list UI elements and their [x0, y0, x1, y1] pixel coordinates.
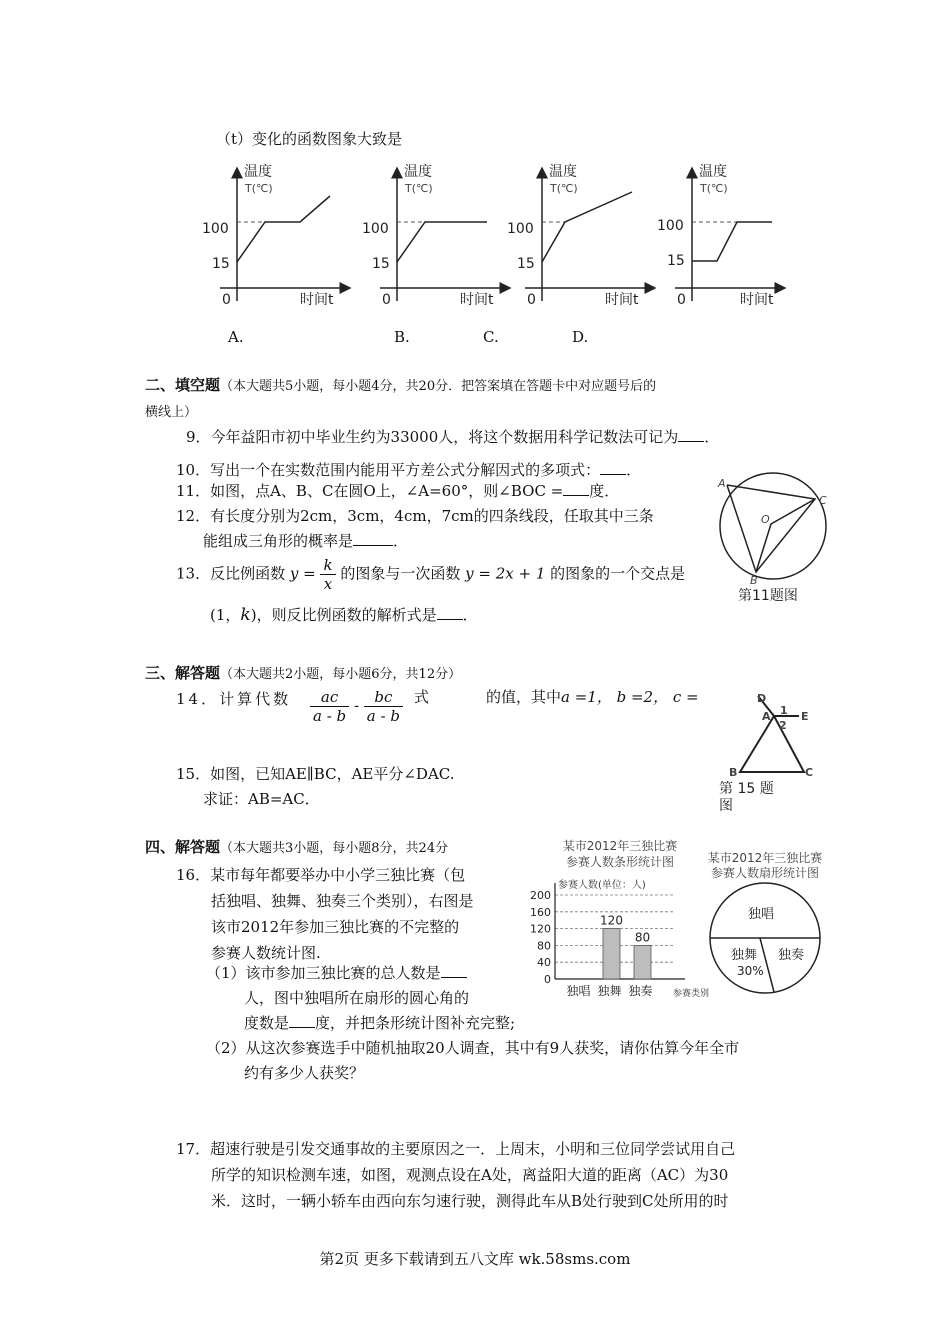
bar-value-label: 120	[600, 913, 623, 928]
tick-100: 100	[657, 218, 684, 234]
q14-mid: 式	[414, 688, 430, 706]
tick-15: 15	[372, 256, 390, 272]
answer-blank[interactable]	[437, 605, 463, 620]
x-tick-label: 独唱	[566, 984, 591, 998]
y-tick-label: 200	[530, 889, 551, 902]
answer-blank[interactable]	[289, 1013, 315, 1028]
bar	[634, 945, 651, 979]
tick-100: 100	[507, 221, 534, 237]
question-16-1c: 度数是 度，并把条形统计图补充完整;	[244, 1014, 516, 1032]
y-title: 温度	[699, 164, 727, 180]
svg-text:A: A	[762, 710, 771, 723]
tick-15: 15	[667, 253, 685, 269]
svg-text:O: O	[761, 513, 770, 526]
y-title: 温度	[244, 164, 272, 180]
bar-value-label: 80	[634, 930, 651, 945]
question-16-2b: 约有多少人获奖？	[244, 1064, 365, 1082]
tick-100: 100	[202, 221, 229, 237]
graph-a	[202, 163, 350, 308]
answer-blank[interactable]	[563, 481, 589, 496]
tick-100: 100	[362, 221, 389, 237]
y-title: 温度	[549, 164, 577, 180]
pie-label-1: 独舞	[731, 948, 758, 963]
question-17: 17．超速行驶是引发交通事故的主要原因之一．上周末，小明和三位同学尝试用自己 所学的知识检测车速，如图，观测点设在A处，离益阳大道的距离（AC）为30 米．这时，一辆小轿车由西向东匀速行驶，测得此车从B处行驶到C处所用的时	[176, 1140, 736, 1210]
svg-text:E: E	[801, 710, 809, 723]
pie-annotation-1: 30%	[737, 964, 764, 978]
y-unit: T(℃)	[245, 182, 273, 195]
x-title: 时间t	[605, 292, 639, 308]
svg-text:B: B	[729, 766, 738, 779]
option-d: D.	[572, 328, 589, 346]
svg-text:A: A	[718, 477, 726, 490]
y-unit: T(℃)	[550, 182, 578, 195]
x-title: 时间t	[740, 292, 774, 308]
origin: 0	[677, 292, 686, 308]
svg-text:C: C	[805, 766, 814, 779]
origin: 0	[527, 292, 536, 308]
x-title: 时间t	[460, 292, 494, 308]
y-tick-label: 160	[530, 905, 551, 919]
q14-post: 的值，其中a =1， b =2， c =	[486, 688, 699, 706]
svg-text:1: 1	[780, 704, 788, 717]
tick-15: 15	[212, 256, 230, 272]
pie-label-2: 独奏	[778, 948, 805, 963]
question-15b: 求证：AB=AC．	[203, 790, 320, 808]
bar-xlabel: 参赛类别	[673, 989, 710, 999]
option-c: C.	[483, 328, 499, 346]
option-b: B.	[394, 328, 410, 346]
graph-d	[657, 163, 785, 308]
y-unit: T(℃)	[405, 182, 433, 195]
answer-blank[interactable]	[678, 427, 704, 442]
tick-15: 15	[517, 256, 535, 272]
figure-15	[705, 694, 815, 812]
section2-header: 二、填空题（本大题共5小题，每小题4分，共20分．把答案填在答题卡中对应题号后的	[145, 376, 657, 394]
bar-chart	[525, 836, 710, 1006]
page-footer: 第2页 更多下载请到五八文库 wk.58sms.com	[319, 1250, 631, 1268]
answer-blank[interactable]	[441, 963, 467, 978]
svg-text:图: 图	[719, 798, 733, 812]
y-unit: T(℃)	[700, 182, 728, 195]
intro-line: （t）变化的函数图象大致是	[216, 130, 403, 148]
origin: 0	[382, 292, 391, 308]
bar-title-2: 参赛人数条形统计图	[565, 855, 675, 869]
question-16-1a: （1）该市参加三独比赛的总人数是	[206, 962, 467, 983]
origin: 0	[222, 292, 231, 308]
bar-title-1: 某市2012年三独比赛	[562, 839, 678, 853]
question-9: 9．今年益阳市初中毕业生约为33000人，将这个数据用科学记数法可记为 ．	[186, 428, 720, 446]
figure-11	[712, 472, 838, 608]
question-15a: 15．如图，已知AE∥BC，AE平分∠DAC.	[176, 765, 455, 783]
svg-text:B: B	[750, 574, 758, 587]
function-graphs	[190, 158, 810, 313]
answer-blank[interactable]	[600, 460, 626, 475]
question-16-2a: （2）从这次参赛选手中随机抽取20人调查，其中有9人获奖，请你估算今年全市	[206, 1039, 740, 1057]
bar-ylabel: 参赛人数(单位：人)	[558, 880, 646, 891]
y-tick-label: 0	[544, 973, 551, 986]
x-tick-label: 独奏	[628, 984, 653, 998]
pie-label-0: 独唱	[748, 907, 775, 922]
q14-expression: $\frac{ac}{a - b}$ - $\frac{bc}{a - b}$	[310, 688, 403, 725]
y-tick-label: 120	[530, 922, 551, 936]
y-title: 温度	[404, 164, 432, 180]
section4-header: 四、解答题（本大题共3小题，每小题8分，共24分	[145, 838, 449, 856]
x-title: 时间t	[300, 292, 334, 308]
figure-15-caption: 第 15 题	[719, 781, 774, 797]
question-16-stem: 16．某市每年都要举办中小学三独比赛（包 括独唱、独舞、独奏三个类别），右图是 该市2012年参加三独比赛的不完整的 参赛人数统计图.	[176, 866, 474, 962]
question-16-1b: 人，图中独唱所在扇形的圆心角的	[244, 989, 470, 1007]
question-12b: 能组成三角形的概率是 ．	[203, 532, 409, 550]
bar	[603, 929, 620, 979]
section2-note2: 横线上）	[145, 405, 198, 420]
graph-c	[507, 163, 655, 308]
y-tick-label: 80	[537, 939, 551, 953]
question-11: 11．如图，点A、B、C在圆O上，∠A=60°，则∠BOC = 度．	[176, 482, 620, 500]
svg-text:D: D	[757, 694, 767, 705]
y-tick-label: 40	[537, 956, 551, 970]
section3-header: 三、解答题（本大题共2小题，每小题6分，共12分）	[145, 664, 462, 682]
graph-b	[362, 163, 510, 308]
x-tick-label: 独舞	[597, 984, 622, 998]
pie-chart	[690, 846, 840, 996]
option-a: A.	[228, 328, 244, 346]
question-13b: (1，k)，则反比例函数的解析式是 ．	[210, 605, 478, 625]
svg-text:C: C	[819, 494, 827, 507]
question-10: 10．写出一个在实数范围内能用平方差公式分解因式的多项式： ．	[176, 461, 642, 479]
svg-text:2: 2	[779, 719, 787, 732]
pie-title-1: 某市2012年三独比赛	[707, 851, 823, 865]
answer-blank[interactable]	[353, 531, 393, 546]
question-14: 14．计算代数	[176, 690, 292, 708]
question-13a: 13．反比例函数 y = $\frac{k}{x}$ 的图象与一次函数 y = 2x + 1 的图象的一个交点是	[176, 556, 686, 593]
figure-11-caption: 第11题图	[738, 588, 798, 604]
question-12a: 12．有长度分别为2cm，3cm，4cm，7cm的四条线段，任取其中三条	[176, 507, 654, 525]
pie-title-2: 参赛人数扇形统计图	[710, 866, 820, 880]
